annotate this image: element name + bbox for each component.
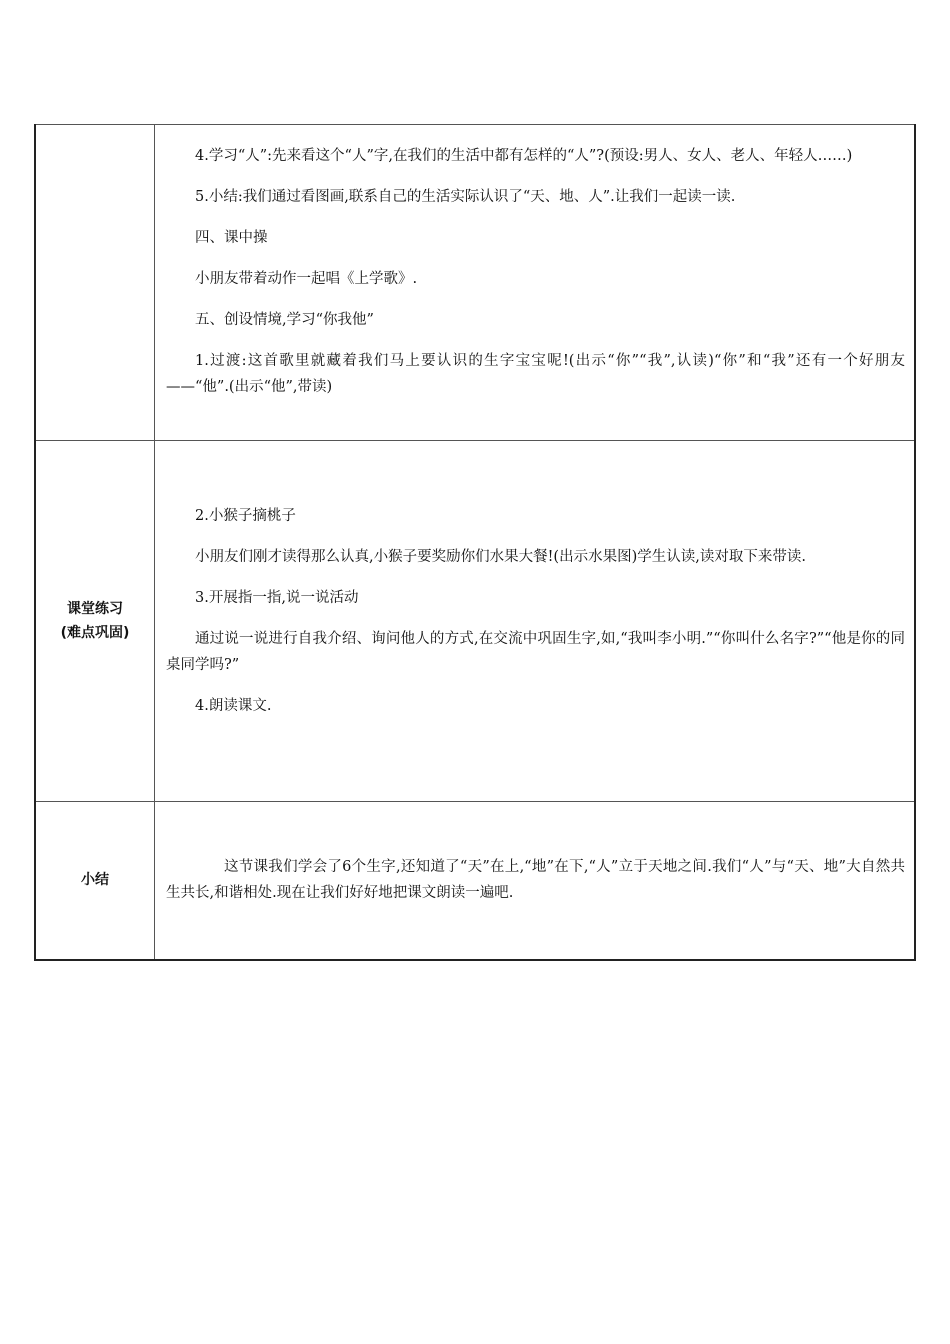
row-content-summary	[155, 802, 916, 960]
paragraph: 小朋友们刚才读得那么认真,小猴子要奖励你们水果大餐!(出示水果图)学生认读,读对取下来带读.	[195, 549, 806, 565]
paragraph: 四、课中操	[195, 230, 268, 246]
paragraph: 5.小结:我们通过看图画,联系自己的生活实际认识了“天、地、人”.让我们一起读一读.	[195, 189, 736, 205]
paragraph: 1.过渡:这首歌里就藏着我们马上要认识的生字宝宝呢!(出示“你”“我”,认读)“你”和“我”还有一个好朋友——“他”.(出示“他”,带读)	[166, 353, 905, 395]
row-label-summary	[35, 802, 155, 960]
row-content-classroom-practice	[155, 441, 916, 802]
lesson-plan-table	[34, 124, 916, 961]
paragraph: 4.学习“人”:先来看这个“人”字,在我们的生活中都有怎样的“人”?(预设:男人、女人、老人、年轻人……)	[195, 148, 853, 164]
table-row-summary	[35, 802, 915, 960]
label-line: 课堂练习	[67, 601, 123, 617]
table-row-classroom-practice	[35, 441, 915, 802]
paragraph: 小朋友带着动作一起唱《上学歌》.	[195, 271, 418, 287]
paragraph: 通过说一说进行自我介绍、询问他人的方式,在交流中巩固生字,如,“我叫李小明.”“你叫什么名字?”“他是你的同桌同学吗?”	[166, 631, 905, 673]
table-row-lesson-steps	[35, 125, 915, 441]
paragraph: 3.开展指一指,说一说活动	[195, 590, 359, 606]
row-content-lesson-steps	[155, 125, 916, 441]
row-label-empty	[35, 125, 155, 441]
paragraph: 五、创设情境,学习“你我他”	[195, 312, 374, 328]
paragraph: 4.朗读课文.	[195, 698, 272, 714]
paragraph: 这节课我们学会了6个生字,还知道了“天”在上,“地”在下,“人”立于天地之间.我们“人”与“天、地”大自然共生共长,和谐相处.现在让我们好好地把课文朗读一遍吧.	[166, 859, 905, 902]
row-label-classroom-practice	[35, 441, 155, 802]
label-line: (难点巩固)	[60, 625, 130, 641]
paragraph: 2.小猴子摘桃子	[195, 508, 296, 524]
label-line: 小结	[81, 872, 109, 889]
